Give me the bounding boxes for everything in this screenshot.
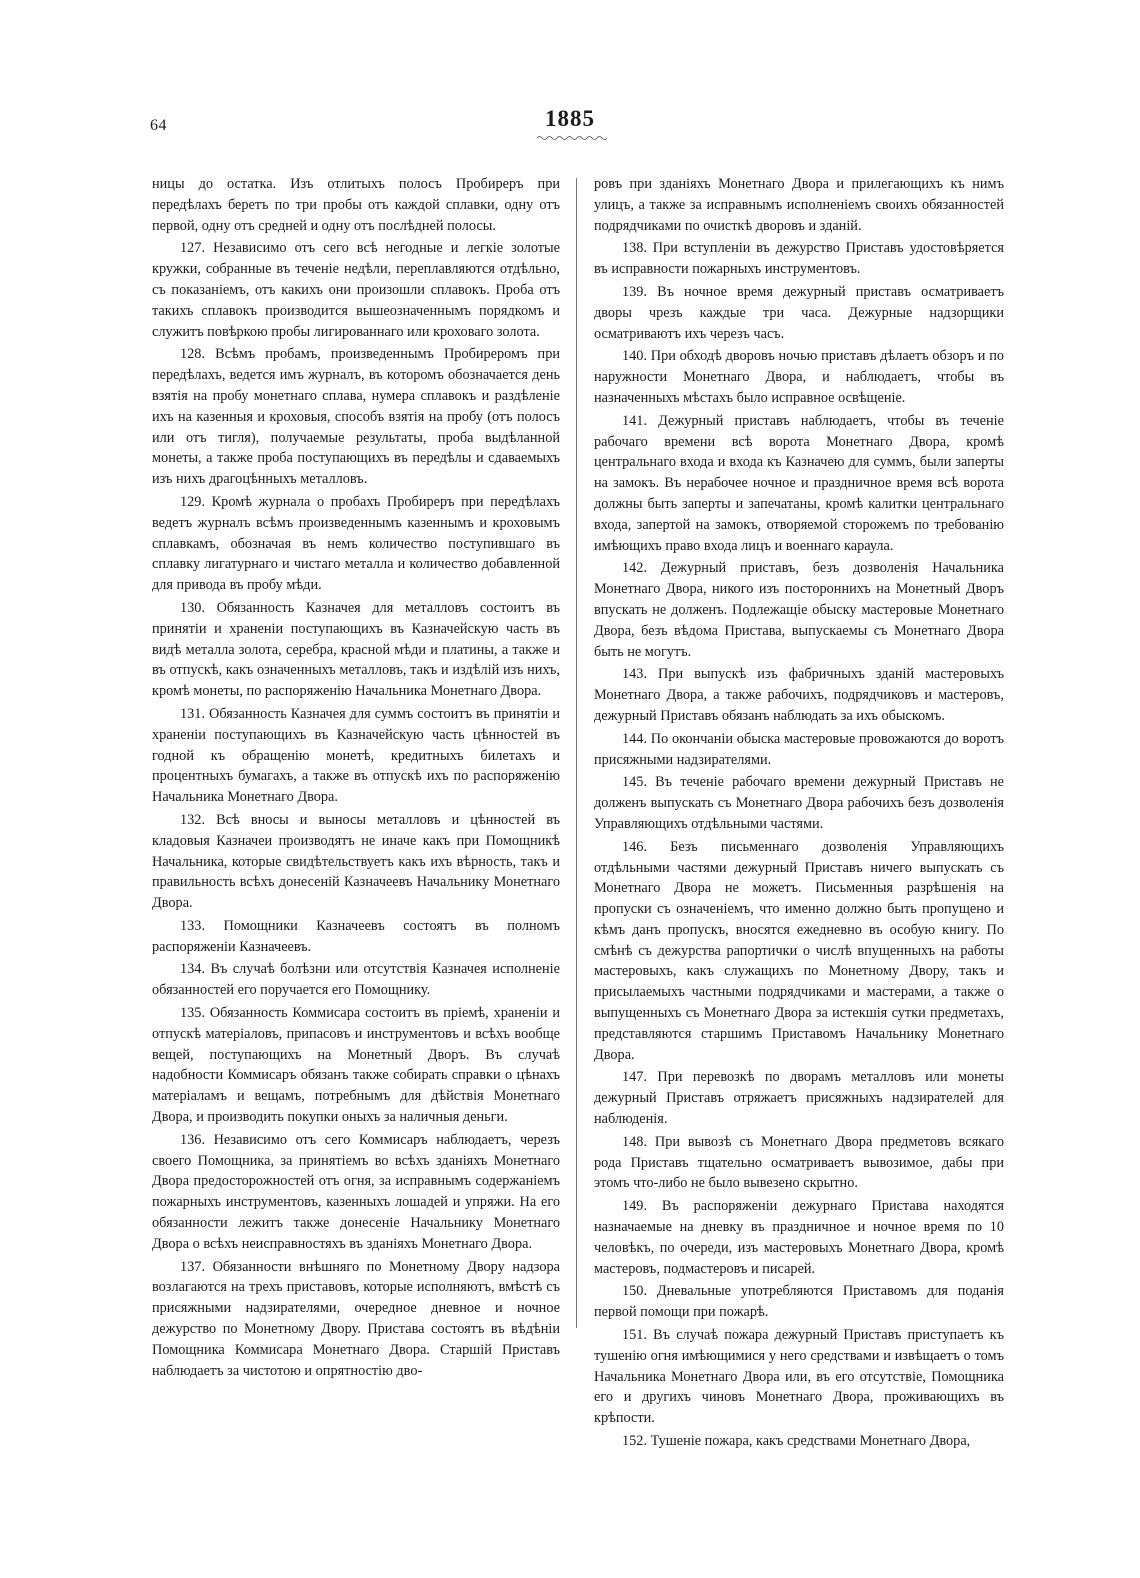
paragraph-144: 144. По окончаніи обыска мастеровые провожаются до воротъ присяжными надзирателями.: [594, 730, 1004, 768]
paragraph-152: 152. Тушеніе пожара, какъ средствами Монетнаго Двора,: [622, 1433, 971, 1450]
paragraph-135: 135. Обязанность Коммисара состоитъ въ пріемѣ, храненіи и отпускѣ матеріаловъ, припасовъ и инструментовъ и всѣхъ вообще вещей, поступающихъ на Монетный Дворъ. Въ случаѣ надобности Коммисаръ обязанъ также собирать справки о цѣнахъ матеріаламъ и вещамъ, потребнымъ для дѣйствія Монетнаго Двора, и производить покупки оныхъ за наличныя деньги.: [152, 1005, 560, 1126]
paragraph-138: 138. При вступленіи въ дежурство Приставъ удостовѣряется въ исправности пожарныхъ инструментовъ.: [594, 240, 1004, 278]
paragraph-150: 150. Дневальные употребляются Приставомъ для поданія первой помощи при пожарѣ.: [594, 1283, 1004, 1321]
paragraph-145: 145. Въ теченіе рабочаго времени дежурный Приставъ не долженъ выпускать съ Монетнаго Двора рабочихъ безъ дозволенія Управляющихъ отдѣльными частями.: [594, 774, 1004, 832]
paragraph-132: 132. Всѣ вносы и выносы металловъ и цѣнностей въ кладовыя Казначеи производятъ не иначе какъ при Помощникѣ Начальника, которые свидѣтельствуетъ какъ ихъ вѣрность, такъ и правильность всѣхъ донесеній Казначеевъ Начальнику Монетнаго Двора.: [152, 811, 560, 912]
paragraph-141: 141. Дежурный приставъ наблюдаетъ, чтобы въ теченіе рабочаго времени всѣ ворота Монетнаго Двора, кромѣ центральнаго входа и входа къ Казначею для суммъ, были заперты на замокъ. Въ нерабочее ночное и праздничное время всѣ ворота должны быть заперты и запечатаны, кромѣ калитки центральнаго входа, запертой на замокъ, отворяемой сторожемъ по требованію имѣющихъ право входа лицъ и военнаго караула.: [594, 412, 1004, 554]
paragraph-129: 129. Кромѣ журнала о пробахъ Пробирeръ при передѣлахъ ведетъ журналъ всѣмъ произведеннымъ казеннымъ и кроховымъ сплавкамъ, обозначая въ немъ количество поступившаго въ сплавку лигатурнаго и чистаго металла и количество добавленной для привода въ пробу мѣди.: [152, 493, 560, 594]
paragraph-128: 128. Всѣмъ пробамъ, произведеннымъ Пробиреромъ при передѣлахъ, ведется имъ журналъ, въ которомъ обозначается день взятія на пробу монетнаго сплава, нумера сплавокъ и раздѣленіе ихъ на казенныя и кроховыя, способъ взятія на пробу (отъ полосъ или отъ тигля), получаемые результаты, проба выдѣланной монеты, а также проба поступающихъ въ передѣлы и сдаваемыхъ изъ нихъ драгоцѣнныхъ металловъ.: [152, 346, 560, 488]
right-column: [594, 174, 1004, 1454]
paragraph-151: 151. Въ случаѣ пожара дежурный Приставъ приступаетъ къ тушенію огня имѣющимися у него средствами и извѣщаетъ о томъ Начальника Монетнаго Двора или, въ его отсутствіе, Помощника его и другихъ чиновъ Монетнаго Двора, проживающихъ въ крѣпости.: [594, 1327, 1004, 1427]
paragraph-143: 143. При выпускѣ изъ фабричныхъ зданій мастеровыхъ Монетнаго Двора, а также рабочихъ, подрядчиковъ и мастеровъ, дежурный Приставъ обязанъ наблюдать за ихъ обыскомъ.: [594, 666, 1004, 724]
paragraph-139: 139. Въ ночное время дежурный приставъ осматриваетъ дворы чрезъ каждые три часа. Дежурные надзорщики осматриваютъ ихъ черезъ часъ.: [594, 283, 1004, 342]
paragraph-149: 149. Въ распоряженіи дежурнаго Пристава находятся назначаемые на дневку въ праздничное и ночное время по 10 человѣкъ, по очереди, изъ мастеровыхъ Монетнаго Двора, кромѣ мастеровъ, подмастеровъ и писарей.: [594, 1198, 1004, 1277]
paragraph-127: 127. Независимо отъ сего всѣ негодные и легкіе золотые кружки, собранные въ теченіе недѣли, переплавляются отдѣльно, съ показаніемъ, отъ какихъ они произошли сплавокъ. Проба отъ такихъ сплавокъ производится вышеозначеннымъ порядкомъ и служитъ повѣркою пробы лигированнаго или кроховаго золота.: [152, 240, 560, 340]
left-column: [152, 174, 560, 1383]
page-year: 1885: [545, 106, 595, 131]
page-number: 64: [150, 117, 167, 134]
paragraph-137: 137. Обязанности внѣшняго по Монетному Двору надзора возлагаются на трехъ приставовъ, которые исполняютъ, вмѣстѣ съ присяжными надзирателями, очередное дневное и ночное дежурство по Монетному Двору. Пристава состоятъ въ вѣдѣніи Помощника Коммисара Монетнаго Двора. Старшій Приставъ наблюдаетъ за чистотою и опрятностію дво-: [152, 1258, 560, 1379]
paragraph-146: 146. Безъ письменнаго дозволенія Управляющихъ отдѣльными частями дежурный Приставъ ничего выпускать съ Монетнаго Двора не можетъ. Письменныя разрѣшенія на пропуски съ означеніемъ, что именно должно быть пропущено и кѣмъ данъ пропускъ, вносятся ежедневно въ особую книгу. По смѣнѣ съ дежурства рапортички о числѣ впущенныхъ на работы мастеровыхъ, какъ служащихъ по Монетному Двору, такъ и присылаемыхъ частными подрядчиками и мастерами, а также о выпущенныхъ съ Монетнаго Двора за истекшія сутки предметахъ, представляются старшимъ Приставомъ Начальнику Монетнаго Двора.: [594, 838, 1004, 1063]
column-divider: [576, 178, 577, 1328]
paragraph-142: 142. Дежурный приставъ, безъ дозволенія Начальника Монетнаго Двора, никого изъ постороннихъ на Монетный Дворъ впускать не долженъ. Подлежащіе обыску мастеровые Монетнаго Двора, безъ вѣдома Пристава, выпускаемы съ Монетнаго Двора быть не могутъ.: [594, 560, 1004, 660]
year-ornament: [537, 135, 607, 141]
paragraph-130: 130. Обязанность Казначея для металловъ состоитъ въ принятіи и храненіи поступающихъ въ Казначейскую часть въ видѣ металла золота, серебра, красной мѣди и платины, а также и въ отпускѣ, какъ означенныхъ металловъ, такъ и издѣлій изъ нихъ, кромѣ монеты, по распоряженію Начальника Монетнаго Двора.: [152, 599, 560, 700]
paragraph-133: 133. Помощники Казначеевъ состоятъ въ полномъ распоряженіи Казначеевъ.: [152, 917, 560, 955]
paragraph-137-continued: ровъ при зданіяхъ Монетнаго Двора и прилегающихъ къ нимъ улицъ, а также за исправнымъ исполненіемъ своихъ обязанностей подрядчиками по очисткѣ дворовъ и зданій.: [594, 176, 1004, 234]
paragraph-136: 136. Независимо отъ сего Коммисаръ наблюдаетъ, черезъ своего Помощника, за принятіемъ во всѣхъ зданіяхъ Монетнаго Двора предосторожностей отъ огня, за исправнымъ содержаніемъ пожарныхъ инструментовъ, казенныхъ лошадей и упряжи. На его обязанности лежитъ также донесеніе Начальнику Монетнаго Двора о всѣхъ неисправностяхъ въ зданіяхъ Монетнаго Двора.: [152, 1131, 560, 1252]
paragraph-134: 134. Въ случаѣ болѣзни или отсутствія Казначея исполненіе обязанностей его поручается его Помощнику.: [152, 961, 560, 999]
paragraph-140: 140. При обходѣ дворовъ ночью приставъ дѣлаетъ обзоръ и по наружности Монетнаго Двора, и наблюдаетъ, чтобы въ назначенныхъ мѣстахъ было исправное освѣщеніе.: [594, 348, 1004, 406]
paragraph-148: 148. При вывозѣ съ Монетнаго Двора предметовъ всякаго рода Приставъ тщательно осматриваетъ вывозимое, дабы при этомъ что-либо не было вывезено скрытно.: [594, 1133, 1004, 1192]
paragraph-126-continued: ницы до остатка. Изъ отлитыхъ полосъ Пробирeръ при передѣлахъ беретъ по три пробы отъ каждой сплавки, одну отъ первой, одну отъ средней и одну отъ послѣдней полосы.: [152, 176, 560, 234]
paragraph-131: 131. Обязанность Казначея для суммъ состоитъ въ принятіи и храненіи поступающихъ въ Казначейскую часть цѣнностей въ годной къ обращенію монетѣ, кредитныхъ билетахъ и процентныхъ бумагахъ, а также въ отпускѣ ихъ по распоряженію Начальника Монетнаго Двора.: [152, 705, 560, 806]
paragraph-147: 147. При перевозкѣ по дворамъ металловъ или монеты дежурный Приставъ отряжаетъ присяжныхъ надзирателей для наблюденія.: [594, 1069, 1004, 1128]
